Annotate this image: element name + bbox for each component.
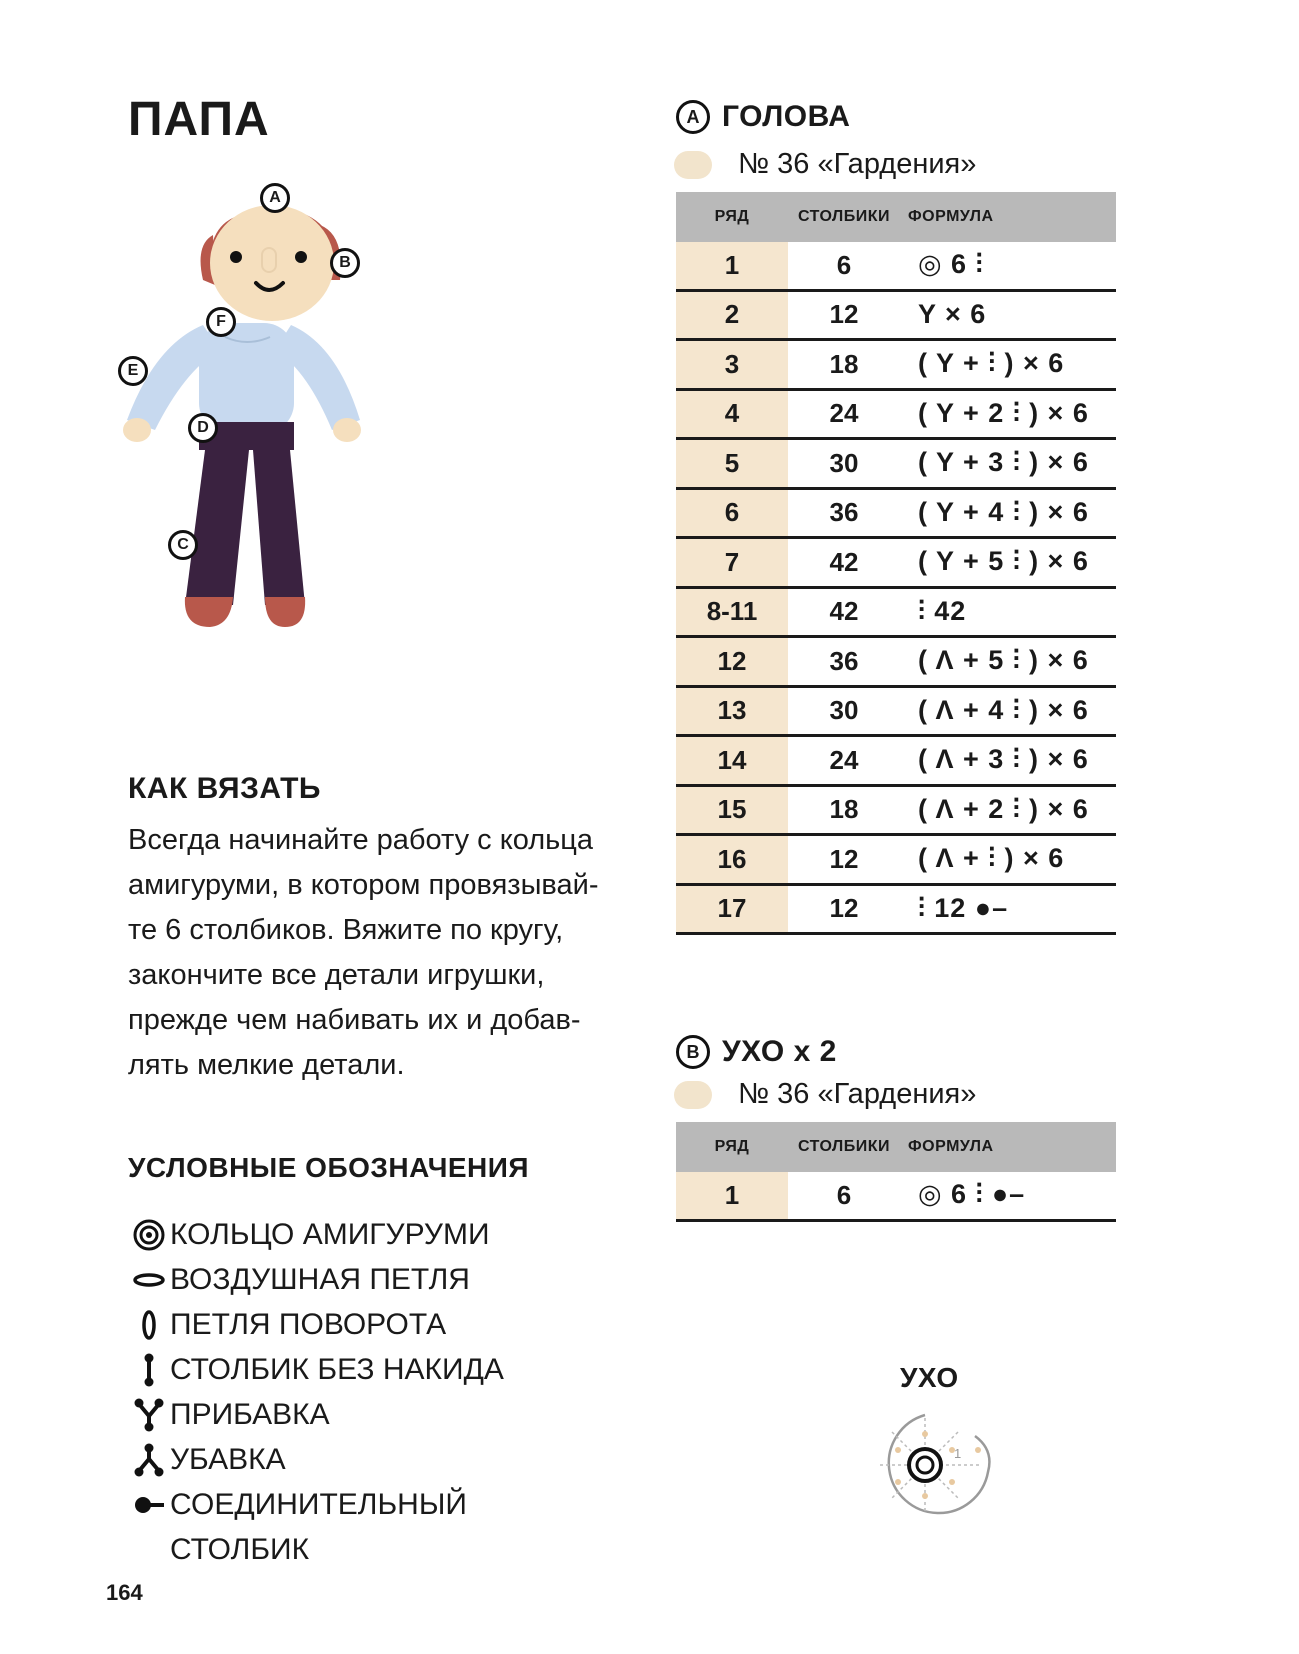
stitch-count: 42: [788, 587, 900, 637]
stitch-formula: ( Y + ⫶ ) × 6: [900, 340, 1116, 390]
stitch-count: 12: [788, 884, 900, 934]
increase-icon: [128, 1398, 170, 1432]
magic-ring-icon: [128, 1219, 170, 1251]
stitch-formula: ( Y + 2 ⫶ ) × 6: [900, 389, 1116, 439]
stitch-count: 24: [788, 389, 900, 439]
single-crochet-icon: [128, 1353, 170, 1387]
how-to-heading: КАК ВЯЗАТЬ: [128, 772, 321, 805]
table-row: [676, 835, 1116, 885]
legend-item: [128, 1302, 504, 1347]
slip-stitch-icon: [128, 1496, 170, 1514]
decrease-icon: [128, 1443, 170, 1477]
ear-letter-badge: B: [676, 1035, 710, 1069]
table-row: [676, 785, 1116, 835]
table-row: [676, 290, 1116, 340]
row-number: 7: [676, 538, 788, 588]
stitch-formula: ⫶ 12 ●–: [900, 884, 1116, 934]
how-to-line: лять мелкие детали.: [128, 1049, 405, 1081]
ear-diagram-title: УХО: [900, 1362, 959, 1393]
table-header-row: [676, 1122, 1116, 1172]
legend-item: [128, 1482, 504, 1527]
row-number: 4: [676, 389, 788, 439]
ear-pattern-table: [676, 1122, 1116, 1222]
ear-block-heading: [676, 1035, 837, 1069]
stitch-formula: ( Λ + 3 ⫶ ) × 6: [900, 736, 1116, 786]
figure-label-a: A: [260, 183, 290, 213]
how-to-line: те 6 столбиков. Вяжите по кругу,: [128, 914, 564, 946]
how-to-line: Всегда начинайте работу с кольца: [128, 824, 594, 856]
column-header: РЯД: [676, 192, 788, 242]
row-number: 12: [676, 637, 788, 687]
legend-label: ПЕТЛЯ ПОВОРОТА: [170, 1307, 447, 1341]
table-header-row: [676, 192, 1116, 242]
table-row: [676, 340, 1116, 390]
row-number: 13: [676, 686, 788, 736]
legend-item: [128, 1257, 504, 1302]
table-row: [676, 686, 1116, 736]
figure-label-b: B: [330, 248, 360, 278]
table-row: [676, 439, 1116, 489]
stitch-formula: ◎ 6 ⫶: [900, 242, 1116, 290]
turning-chain-icon: [128, 1309, 170, 1341]
column-header: СТОЛБИКИ: [788, 1122, 900, 1172]
stitch-count: 36: [788, 488, 900, 538]
chain-icon: [128, 1272, 170, 1288]
legend-list: [128, 1212, 504, 1572]
stitch-formula: ( Λ + 4 ⫶ ) × 6: [900, 686, 1116, 736]
stitch-count: 18: [788, 340, 900, 390]
stitch-formula: ( Λ + ⫶ ) × 6: [900, 835, 1116, 885]
stitch-formula: Y × 6: [900, 290, 1116, 340]
stitch-count: 6: [788, 1172, 900, 1220]
stitch-formula: ( Y + 4 ⫶ ) × 6: [900, 488, 1116, 538]
ear-yarn: [674, 1078, 976, 1111]
row-number: 17: [676, 884, 788, 934]
table-row: [676, 1172, 1116, 1220]
legend-item: [128, 1437, 504, 1482]
how-to-line: закончите все детали игрушки,: [128, 959, 545, 991]
ear-yarn-label: № 36 «Гардения»: [738, 1078, 977, 1110]
legend-item: [128, 1392, 504, 1437]
head-letter-badge: A: [676, 100, 710, 134]
stitch-count: 36: [788, 637, 900, 687]
table-row: [676, 389, 1116, 439]
table-row: [676, 242, 1116, 290]
stitch-count: 24: [788, 736, 900, 786]
head-title: ГОЛОВА: [722, 100, 851, 133]
figure-label-c: C: [168, 530, 198, 560]
row-number: 1: [676, 1172, 788, 1220]
stitch-count: 42: [788, 538, 900, 588]
row-number: 6: [676, 488, 788, 538]
stitch-formula: ⫶ 42: [900, 587, 1116, 637]
row-number: 1: [676, 242, 788, 290]
legend-label: УБАВКА: [170, 1442, 286, 1476]
page-number: 164: [106, 1580, 143, 1605]
legend-label: КОЛЬЦО АМИГУРУМИ: [170, 1217, 490, 1251]
yarn-swatch: [674, 151, 712, 179]
row-number: 14: [676, 736, 788, 786]
how-to-line: амигуруми, в котором провязывай-: [128, 869, 599, 901]
ear-diagram: [870, 1410, 1000, 1520]
row-number: 3: [676, 340, 788, 390]
legend-label: СОЕДИНИТЕЛЬНЫЙ: [170, 1487, 467, 1521]
ear-round-label: 1: [954, 1446, 962, 1461]
head-shape: [210, 205, 334, 321]
column-header: ФОРМУЛА: [900, 192, 1116, 242]
stitch-formula: ◎ 6 ⫶ ●–: [900, 1172, 1116, 1220]
legend-label: СТОЛБИК БЕЗ НАКИДА: [170, 1352, 504, 1386]
page-title: ПАПА: [128, 93, 270, 146]
table-row: [676, 488, 1116, 538]
legend-heading: УСЛОВНЫЕ ОБОЗНАЧЕНИЯ: [128, 1152, 530, 1183]
row-number: 5: [676, 439, 788, 489]
figure-label-e: E: [118, 356, 148, 386]
stitch-count: 30: [788, 439, 900, 489]
how-to-line: прежде чем набивать их и добав-: [128, 1004, 581, 1036]
head-pattern-table: [676, 192, 1116, 935]
how-to-text: [128, 818, 648, 1088]
column-header: ФОРМУЛА: [900, 1122, 1116, 1172]
legend-label-continued: СТОЛБИК: [170, 1533, 310, 1566]
stitch-formula: ( Λ + 5 ⫶ ) × 6: [900, 637, 1116, 687]
ear-title: УХО x 2: [722, 1035, 837, 1068]
right-leg: [253, 450, 305, 605]
legend-item: [128, 1212, 504, 1257]
stitch-count: 18: [788, 785, 900, 835]
table-row: [676, 587, 1116, 637]
table-row: [676, 637, 1116, 687]
stitch-count: 6: [788, 242, 900, 290]
row-number: 8-11: [676, 587, 788, 637]
stitch-formula: ( Y + 5 ⫶ ) × 6: [900, 538, 1116, 588]
head-yarn-label: № 36 «Гардения»: [738, 148, 977, 180]
row-number: 16: [676, 835, 788, 885]
head-block-heading: [676, 100, 850, 134]
legend-label: ВОЗДУШНАЯ ПЕТЛЯ: [170, 1262, 470, 1296]
stitch-formula: ( Λ + 2 ⫶ ) × 6: [900, 785, 1116, 835]
stitch-count: 30: [788, 686, 900, 736]
row-number: 2: [676, 290, 788, 340]
legend-item: [128, 1347, 504, 1392]
table-row: [676, 884, 1116, 934]
column-header: РЯД: [676, 1122, 788, 1172]
table-row: [676, 538, 1116, 588]
figure-label-f: F: [206, 307, 236, 337]
column-header: СТОЛБИКИ: [788, 192, 900, 242]
stitch-count: 12: [788, 290, 900, 340]
row-number: 15: [676, 785, 788, 835]
figure-label-d: D: [188, 413, 218, 443]
table-row: [676, 736, 1116, 786]
stitch-count: 12: [788, 835, 900, 885]
legend-label: ПРИБАВКА: [170, 1397, 330, 1431]
left-leg: [185, 450, 249, 605]
head-yarn: [674, 148, 976, 181]
stitch-formula: ( Y + 3 ⫶ ) × 6: [900, 439, 1116, 489]
yarn-swatch: [674, 1081, 712, 1109]
